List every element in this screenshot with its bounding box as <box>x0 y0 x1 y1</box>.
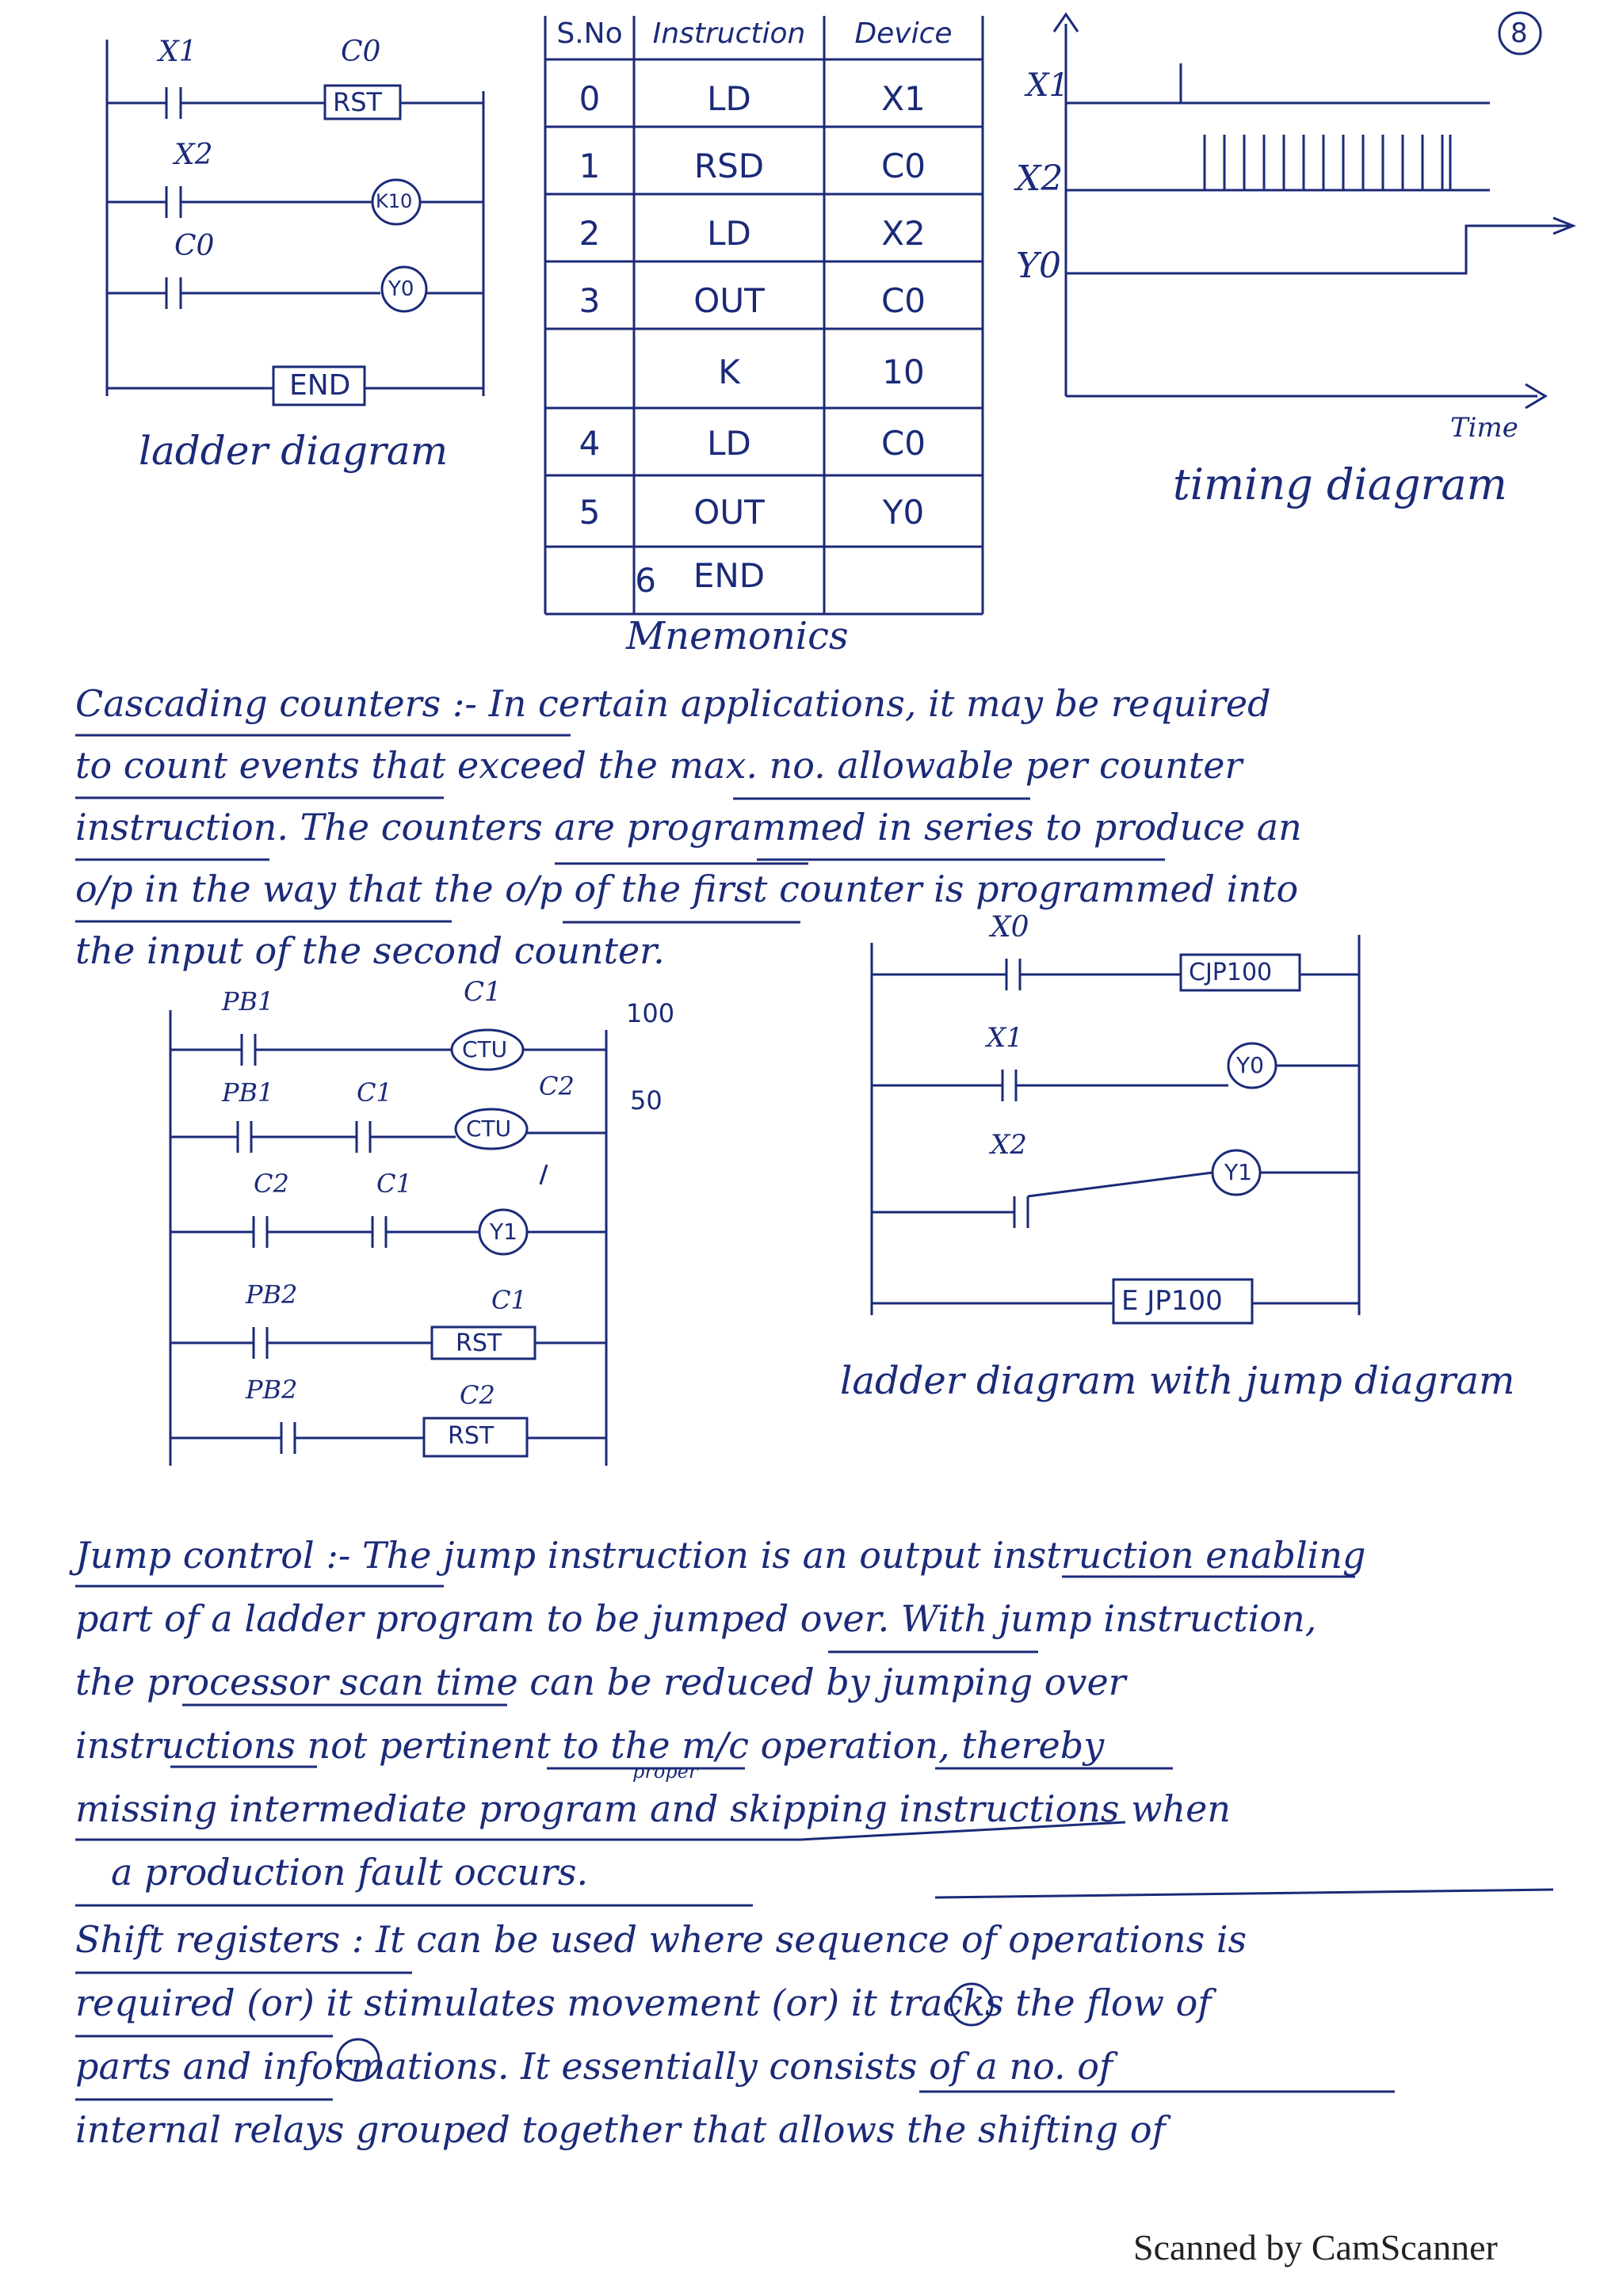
table-cell: OUT <box>693 281 765 320</box>
ladder2-rst-2: RST <box>448 1422 495 1450</box>
ladder2-rst1-label: C1 <box>491 1285 527 1315</box>
jump-y0-coil: Y0 <box>1236 1052 1264 1078</box>
timing-axis-label: Time <box>1450 412 1518 444</box>
cascading-line-4: o/p in the way that the o/p of the first counter is programmed into <box>75 868 1299 910</box>
ladder2-y1-coil: Y1 <box>490 1219 517 1245</box>
ladder2-contact-c1: C1 <box>357 1077 392 1108</box>
table-cell: 3 <box>579 281 601 320</box>
table-cell: 5 <box>579 493 601 532</box>
jump-contact-x0: X0 <box>991 911 1029 944</box>
jump-line-6: a production fault occurs. <box>111 1851 589 1894</box>
ladder2-preset-2: 50 <box>630 1085 663 1116</box>
scanner-footer: Scanned by CamScanner <box>1133 2227 1498 2267</box>
table-cell: C0 <box>880 281 926 320</box>
cascading-line-3: instruction. The counters are programmed in series to produce an <box>75 806 1302 849</box>
shift-line-3: parts and informations. It essentially consists of a no. of <box>75 2045 1113 2088</box>
ladder2-coil-c1-label: C1 <box>464 976 502 1008</box>
ladder1-k-coil: K10 <box>376 190 413 212</box>
ladder2-rst-1: RST <box>456 1329 502 1357</box>
ladder2-coil-c2-label: C2 <box>539 1071 575 1101</box>
table-cell: C0 <box>880 147 926 185</box>
ladder1-contact-c0: C0 <box>174 230 215 262</box>
ladder1-contact-x2: X2 <box>174 139 213 171</box>
table-cell: 1 <box>579 147 601 185</box>
ladder2-contact-pb2: PB2 <box>246 1280 298 1310</box>
table-cell: LD <box>707 424 751 463</box>
jump-line-5: missing intermediate program and skipping instructions when <box>75 1787 1231 1830</box>
jump-cjp-box: CJP100 <box>1189 959 1273 986</box>
table-header-instruction: Instruction <box>652 17 806 50</box>
table-cell: X2 <box>881 214 926 253</box>
table-cell: K <box>718 353 740 391</box>
ladder2-preset-1: 100 <box>626 998 675 1028</box>
ladder2-ctu-2: CTU <box>466 1116 512 1142</box>
table-cell: Y0 <box>882 493 925 532</box>
insert-note: proper <box>632 1760 698 1783</box>
table-cell: OUT <box>693 493 765 532</box>
jump-line-2: part of a ladder program to be jumped over. With jump instruction, <box>75 1597 1317 1640</box>
ladder2-contact-pb1-b: PB1 <box>222 1077 274 1108</box>
ladder2-contact-pb2-b: PB2 <box>246 1375 298 1405</box>
table-cell: RSD <box>693 147 765 185</box>
timing-label-y0: Y0 <box>1016 246 1062 286</box>
ladder1-end-box: END <box>289 369 351 402</box>
table-cell: LD <box>707 214 751 253</box>
jump-contact-x2: X2 <box>991 1129 1027 1161</box>
table-cell: LD <box>707 79 751 118</box>
ladder1-rst-box: RST <box>333 87 383 117</box>
table-cell: 2 <box>579 214 601 253</box>
jump-contact-x1: X1 <box>987 1022 1023 1054</box>
ladder1-caption: ladder diagram <box>139 428 449 474</box>
table-cell: 6 <box>635 561 656 600</box>
shift-line-4: internal relays grouped together that allows the shifting of <box>75 2108 1166 2151</box>
jump-ejp-box: E JP100 <box>1121 1285 1223 1317</box>
cascading-line-2: to count events that exceed the max. no. allowable per counter <box>75 744 1243 787</box>
jump-line-1: Jump control :- The jump instruction is an output instruction enabling <box>75 1534 1366 1577</box>
table-header-sno: S.No <box>556 17 623 50</box>
timing-label-x2: X2 <box>1016 158 1064 199</box>
table-cell: 10 <box>882 353 925 391</box>
ladder2-ctu-1: CTU <box>462 1036 508 1062</box>
ladder1-rst-label: C0 <box>341 36 381 68</box>
ladder2-contact-c1-b: C1 <box>376 1169 412 1199</box>
jump-line-4: instructions not pertinent to the m/c operation, thereby <box>75 1724 1105 1767</box>
mnemonics-caption: Mnemonics <box>626 614 849 658</box>
shift-line-2: required (or) it stimulates movement (or) it tracks the flow of <box>75 1981 1212 2024</box>
table-cell: X1 <box>881 79 926 118</box>
table-header-device: Device <box>854 17 953 50</box>
page-number: 8 <box>1510 17 1528 49</box>
jump-y1-coil: Y1 <box>1224 1159 1252 1185</box>
ladder2-contact-c2: C2 <box>254 1169 289 1199</box>
jump-caption: ladder diagram with jump diagram <box>840 1359 1515 1403</box>
table-cell: 0 <box>579 79 601 118</box>
shift-line-1: Shift registers : It can be used where sequence of operations is <box>75 1918 1247 1961</box>
table-cell: 4 <box>579 424 601 463</box>
ladder2-contact-pb1: PB1 <box>222 986 274 1016</box>
cascading-line-5: the input of the second counter. <box>75 929 665 972</box>
timing-caption: timing diagram <box>1173 460 1507 509</box>
cascading-line-1: Cascading counters :- In certain applications, it may be required <box>75 682 1271 725</box>
jump-line-3: the processor scan time can be reduced by jumping over <box>75 1661 1126 1703</box>
table-cell: C0 <box>880 424 926 463</box>
ladder1-contact-x1: X1 <box>158 36 197 68</box>
timing-label-x1: X1 <box>1026 67 1069 104</box>
table-cell: END <box>693 556 766 595</box>
ladder1-y-coil: Y0 <box>388 277 414 301</box>
ladder2-rst2-label: C2 <box>460 1380 495 1410</box>
